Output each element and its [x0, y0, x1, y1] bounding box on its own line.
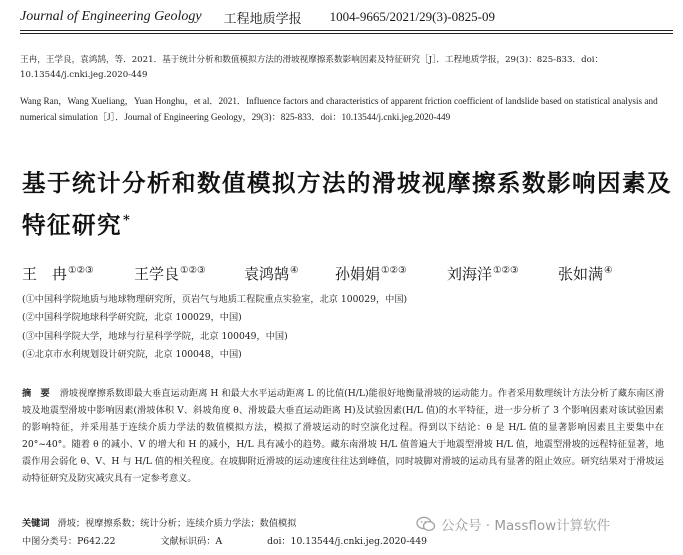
title-footnote-mark: *: [123, 213, 132, 228]
author-name: 王 冉: [22, 265, 68, 283]
journal-name: Journal of Engineering Geology: [20, 9, 202, 24]
affiliation-line: (①中国科学院地质与地球物理研究所，页岩气与地质工程院重点实验室，北京 100029，中国): [22, 294, 408, 305]
author: [447, 263, 519, 284]
author-affiliation-mark: ④: [290, 265, 299, 276]
author-list: [22, 263, 672, 285]
author-affiliation-mark: ①②③: [493, 265, 519, 276]
citation-en: Wang Ran，Wang Xueliang，Yuan Honghu，et al．2021．Influence factors and characteristics of apparent friction coefficient of landslide based on statistical analysis and numerical simulation［J］．Journal of Engineering Geology，29(3)：825-833．doi：10.13544/j.cnki.jeg.2020-449: [20, 96, 658, 122]
keywords: [22, 515, 296, 529]
journal-header: [20, 6, 671, 28]
author: [558, 263, 613, 284]
author-name: 孙娟娟: [335, 265, 381, 283]
author: [244, 263, 299, 284]
doi: doi：10.13544/j.cnki.jeg.2020-449: [267, 536, 427, 547]
abstract: [22, 385, 664, 488]
author-affiliation-mark: ①②③: [180, 265, 206, 276]
title-text: 基于统计分析和数值模拟方法的滑坡视摩擦系数影响因素及特征研究: [22, 169, 672, 239]
author-affiliation-mark: ①②③: [381, 265, 407, 276]
watermark-text: 公众号 · Massflow计算软件: [441, 518, 611, 534]
author-name: 袁鸿鹄: [244, 265, 290, 283]
author: [134, 263, 206, 284]
keywords-label: 关键词: [22, 518, 50, 529]
abstract-label: 摘 要: [22, 388, 50, 399]
affiliation-line: (②中国科学院地球科学研究院，北京 100029，中国): [22, 312, 242, 324]
author-name: 张如满: [558, 265, 604, 283]
journal-name-cn: 工程地质学报: [223, 11, 302, 27]
affiliation-line: (④北京市水利规划设计研究院，北京 100048，中国): [22, 348, 242, 360]
affiliation-line: (③中国科学院大学，地球与行星科学学院，北京 100049，中国): [22, 330, 288, 342]
wechat-icon: [416, 516, 436, 532]
keywords-text: 滑坡；视摩擦系数；统计分析；连续介质力学法；数值模拟: [57, 518, 297, 529]
author: [335, 263, 407, 284]
author-affiliation-mark: ④: [604, 265, 613, 276]
clc-number: 中图分类号：P642.22: [22, 536, 116, 547]
header-rule: [20, 30, 673, 31]
classification-line: [22, 533, 433, 547]
abstract-text: 滑坡视摩擦系数即最大垂直运动距离 H 和最大水平运动距离 L 的比值(H/L)能很好地衡量滑坡的运动能力。作者采用数理统计方法分析了藏东南区滑坡及地震型滑坡中影响因素(滑坡体积 V、斜坡角度 θ、滑坡最大垂直运动距离 H)及试验因素(H/L 值)的水平特征，进一步分析了 3 个影响因素对该试验因素的影响特征，并采用基于连续介质力学法的数值模拟方法，模拟了滑坡运动的时空演化过程。得到以下结论：θ 是 H/L 值的显著影响因素且主要集中在 20°~40°。随着 θ 的减小、V 的增大和 H 的减小，H/L 具有减小的趋势。藏东南滑坡 H/L 值普遍大于地震型滑坡 H/L 值，地震型滑坡的远程特征显著，地震作用会弱化 θ、V、H 与 H/L 值的相关程度。在坡脚附近滑坡的运动速度往往达到峰值，同时坡脚对滑坡的运动具有显著的阻止效应。研究结果对于滑坡运动特征研究及防灾减灾具有一定参考意义。: [22, 388, 665, 485]
author-name: 刘海洋: [447, 265, 493, 283]
author-name: 王学良: [134, 265, 180, 283]
author: [22, 263, 94, 284]
document-code: 文献标识码：A: [160, 536, 223, 547]
wechat-watermark: [416, 513, 614, 535]
article-title: [22, 165, 672, 244]
header-rule-thin: [20, 33, 673, 34]
issn-line: 1004-9665/2021/29(3)-0825-09: [329, 9, 495, 24]
author-affiliation-mark: ①②③: [68, 265, 94, 276]
citation-cn: 王冉，王学良，袁鸿鹄，等．2021．基于统计分析和数值模拟方法的滑坡视摩擦系数影响因素及特征研究［J］．工程地质学报，29(3)：825-833．doi：10.13544/j.cnki.jeg.2020-449: [20, 55, 604, 80]
affiliations: [22, 291, 407, 364]
